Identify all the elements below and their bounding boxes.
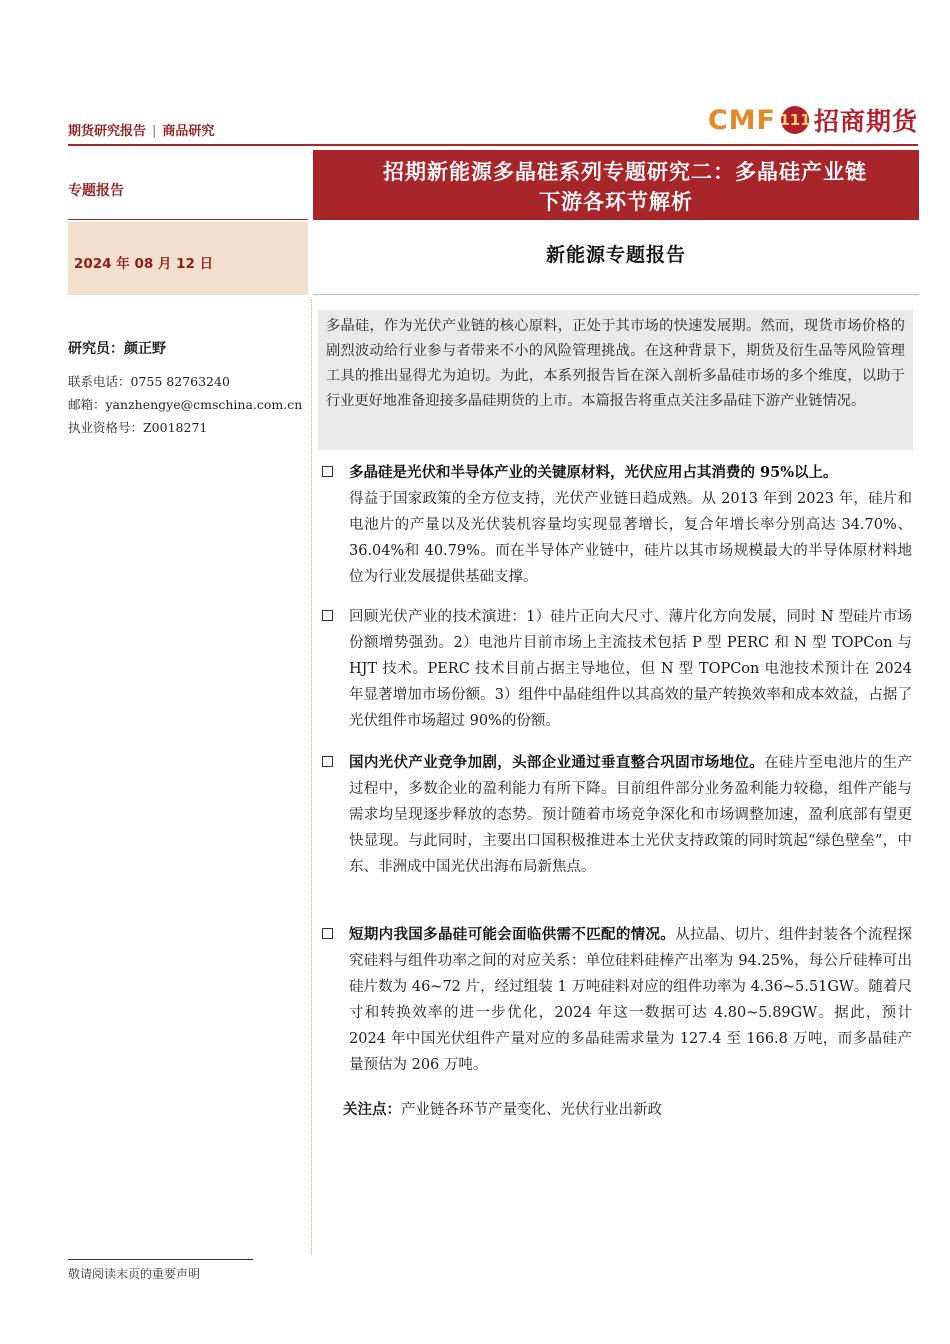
footer-divider [68,1259,253,1260]
report-date: 2024 年 08 月 12 日 [74,256,214,272]
date-panel [68,222,308,295]
key-point-text [349,460,912,590]
focus-text: 产业链各环节产量变化、光伏行业出新政 [401,1102,662,1118]
key-point-headline: 短期内我国多晶硅可能会面临供需不匹配的情况。 [349,926,676,943]
key-point-body: 在硅片至电池片的生产过程中，多数企业的盈利能力有所下降。目前组件部分业务盈利能力较稳，组件产能与需求均呈现逐步释放的态势。预计随着市场竞争深化和市场调整加速，盈利底部有望更快显现。与此同时，主要出口国积极推进本土光伏支持政策的同时筑起“绿色壁垒”，中东、非洲成中国光伏出海布局新焦点。 [349,755,912,875]
key-point-text [349,604,912,734]
checkbox-bullet-icon [322,610,333,621]
license-number: 执业资格号：Z0018271 [68,420,208,435]
logo-mark-icon: 111 [781,106,809,134]
key-point-text [349,750,912,880]
key-point-body: 得益于国家政策的全方位支持，光伏产业链日趋成熟。从 2013 年到 2023 年，硅片和电池片的产量以及光伏装机容量均实现显著增长，复合年增长率分别高达 34.70%、36.04%和 40.79%。而在半导体产业链中，硅片以其市场规模最大的半导体原材料地位为行业发展提供基础支撑。 [349,491,912,585]
contact-phone: 联系电话：0755 82763240 [68,374,230,389]
header-separator: | [152,124,157,139]
checkbox-bullet-icon [322,928,333,939]
header-divider [68,144,918,146]
key-point [322,922,912,1078]
left-divider [68,219,308,220]
company-logo [708,100,918,140]
column-divider [311,300,312,1255]
key-point [322,750,912,880]
key-point-headline: 多晶硅是光伏和半导体产业的关键原材料，光伏应用占其消费的 95%以上。 [349,464,838,481]
abstract-box [318,310,913,450]
header-category: 商品研究 [162,124,215,139]
header-breadcrumb [68,120,214,139]
report-type: 专题报告 [68,183,124,199]
header-report-kind: 期货研究报告 [68,124,147,139]
key-point-body: 回顾光伏产业的技术演进：1）硅片正向大尺寸、薄片化方向发展，同时 N 型硅片市场份额增势强劲。2）电池片目前市场上主流技术包括 P 型 PERC 和 N 型 TOPCon 与 HJT 技术。PERC 技术目前占据主导地位，但 N 型 TOPCon 电池技术预计在 2024 年显著增加市场份额。3）组件中晶硅组件以其高效的量产转换效率和成本效益，占据了光伏组件市场超过 90%的份额。 [349,609,912,729]
researcher-name: 研究员：颜正野 [68,341,166,357]
report-title [313,150,919,220]
key-point-body: 从拉晶、切片、组件封装各个流程探究硅料与组件功率之间的对应关系：单位硅料硅棒产出率为 94.25%，每公斤硅棒可出硅片数为 46~72 片，经过组装 1 万吨硅料对应的组件功率为 4.36~5.51GW。随着尺寸和转换效率的进一步优化，2024 年这一数据可达 4.80~5.89GW。据此，预计 2024 年中国光伏组件产量对应的多晶硅需求量为 127.4 至 166.8 万吨，而多晶硅产量预估为 206 万吨。 [349,927,913,1073]
checkbox-bullet-icon [322,466,333,477]
logo-latin: CMF [707,104,776,136]
subtitle-divider [313,294,919,295]
title-line-1: 招期新能源多晶硅系列专题研究二：多晶硅产业链 [383,159,867,184]
checkbox-bullet-icon [322,756,333,767]
logo-chinese: 招商期货 [813,107,918,136]
focus-label: 关注点： [343,1101,401,1118]
title-line-2: 下游各环节解析 [539,189,693,214]
focus-points [343,1098,662,1119]
key-point [322,604,912,734]
contact-email[interactable]: 邮箱：yanzhengye@cmschina.com.cn [68,397,303,412]
key-point-text [349,922,912,1078]
key-point-headline: 国内光伏产业竞争加剧，头部企业通过垂直整合巩固市场地位。 [349,754,765,771]
report-subtitle: 新能源专题报告 [545,244,686,266]
footer-disclaimer: 敬请阅读末页的重要声明 [68,1267,201,1281]
key-point [322,460,912,590]
abstract-text: 多晶硅，作为光伏产业链的核心原料，正处于其市场的快速发展期。然而，现货市场价格的剧烈波动给行业参与者带来不小的风险管理挑战。在这种背景下，期货及衍生品等风险管理工具的推出显得尤为迫切。为此，本系列报告旨在深入剖析多晶硅市场的多个维度，以助于行业更好地准备迎接多晶硅期货的上市。本篇报告将重点关注多晶硅下游产业链情况。 [326,318,905,409]
